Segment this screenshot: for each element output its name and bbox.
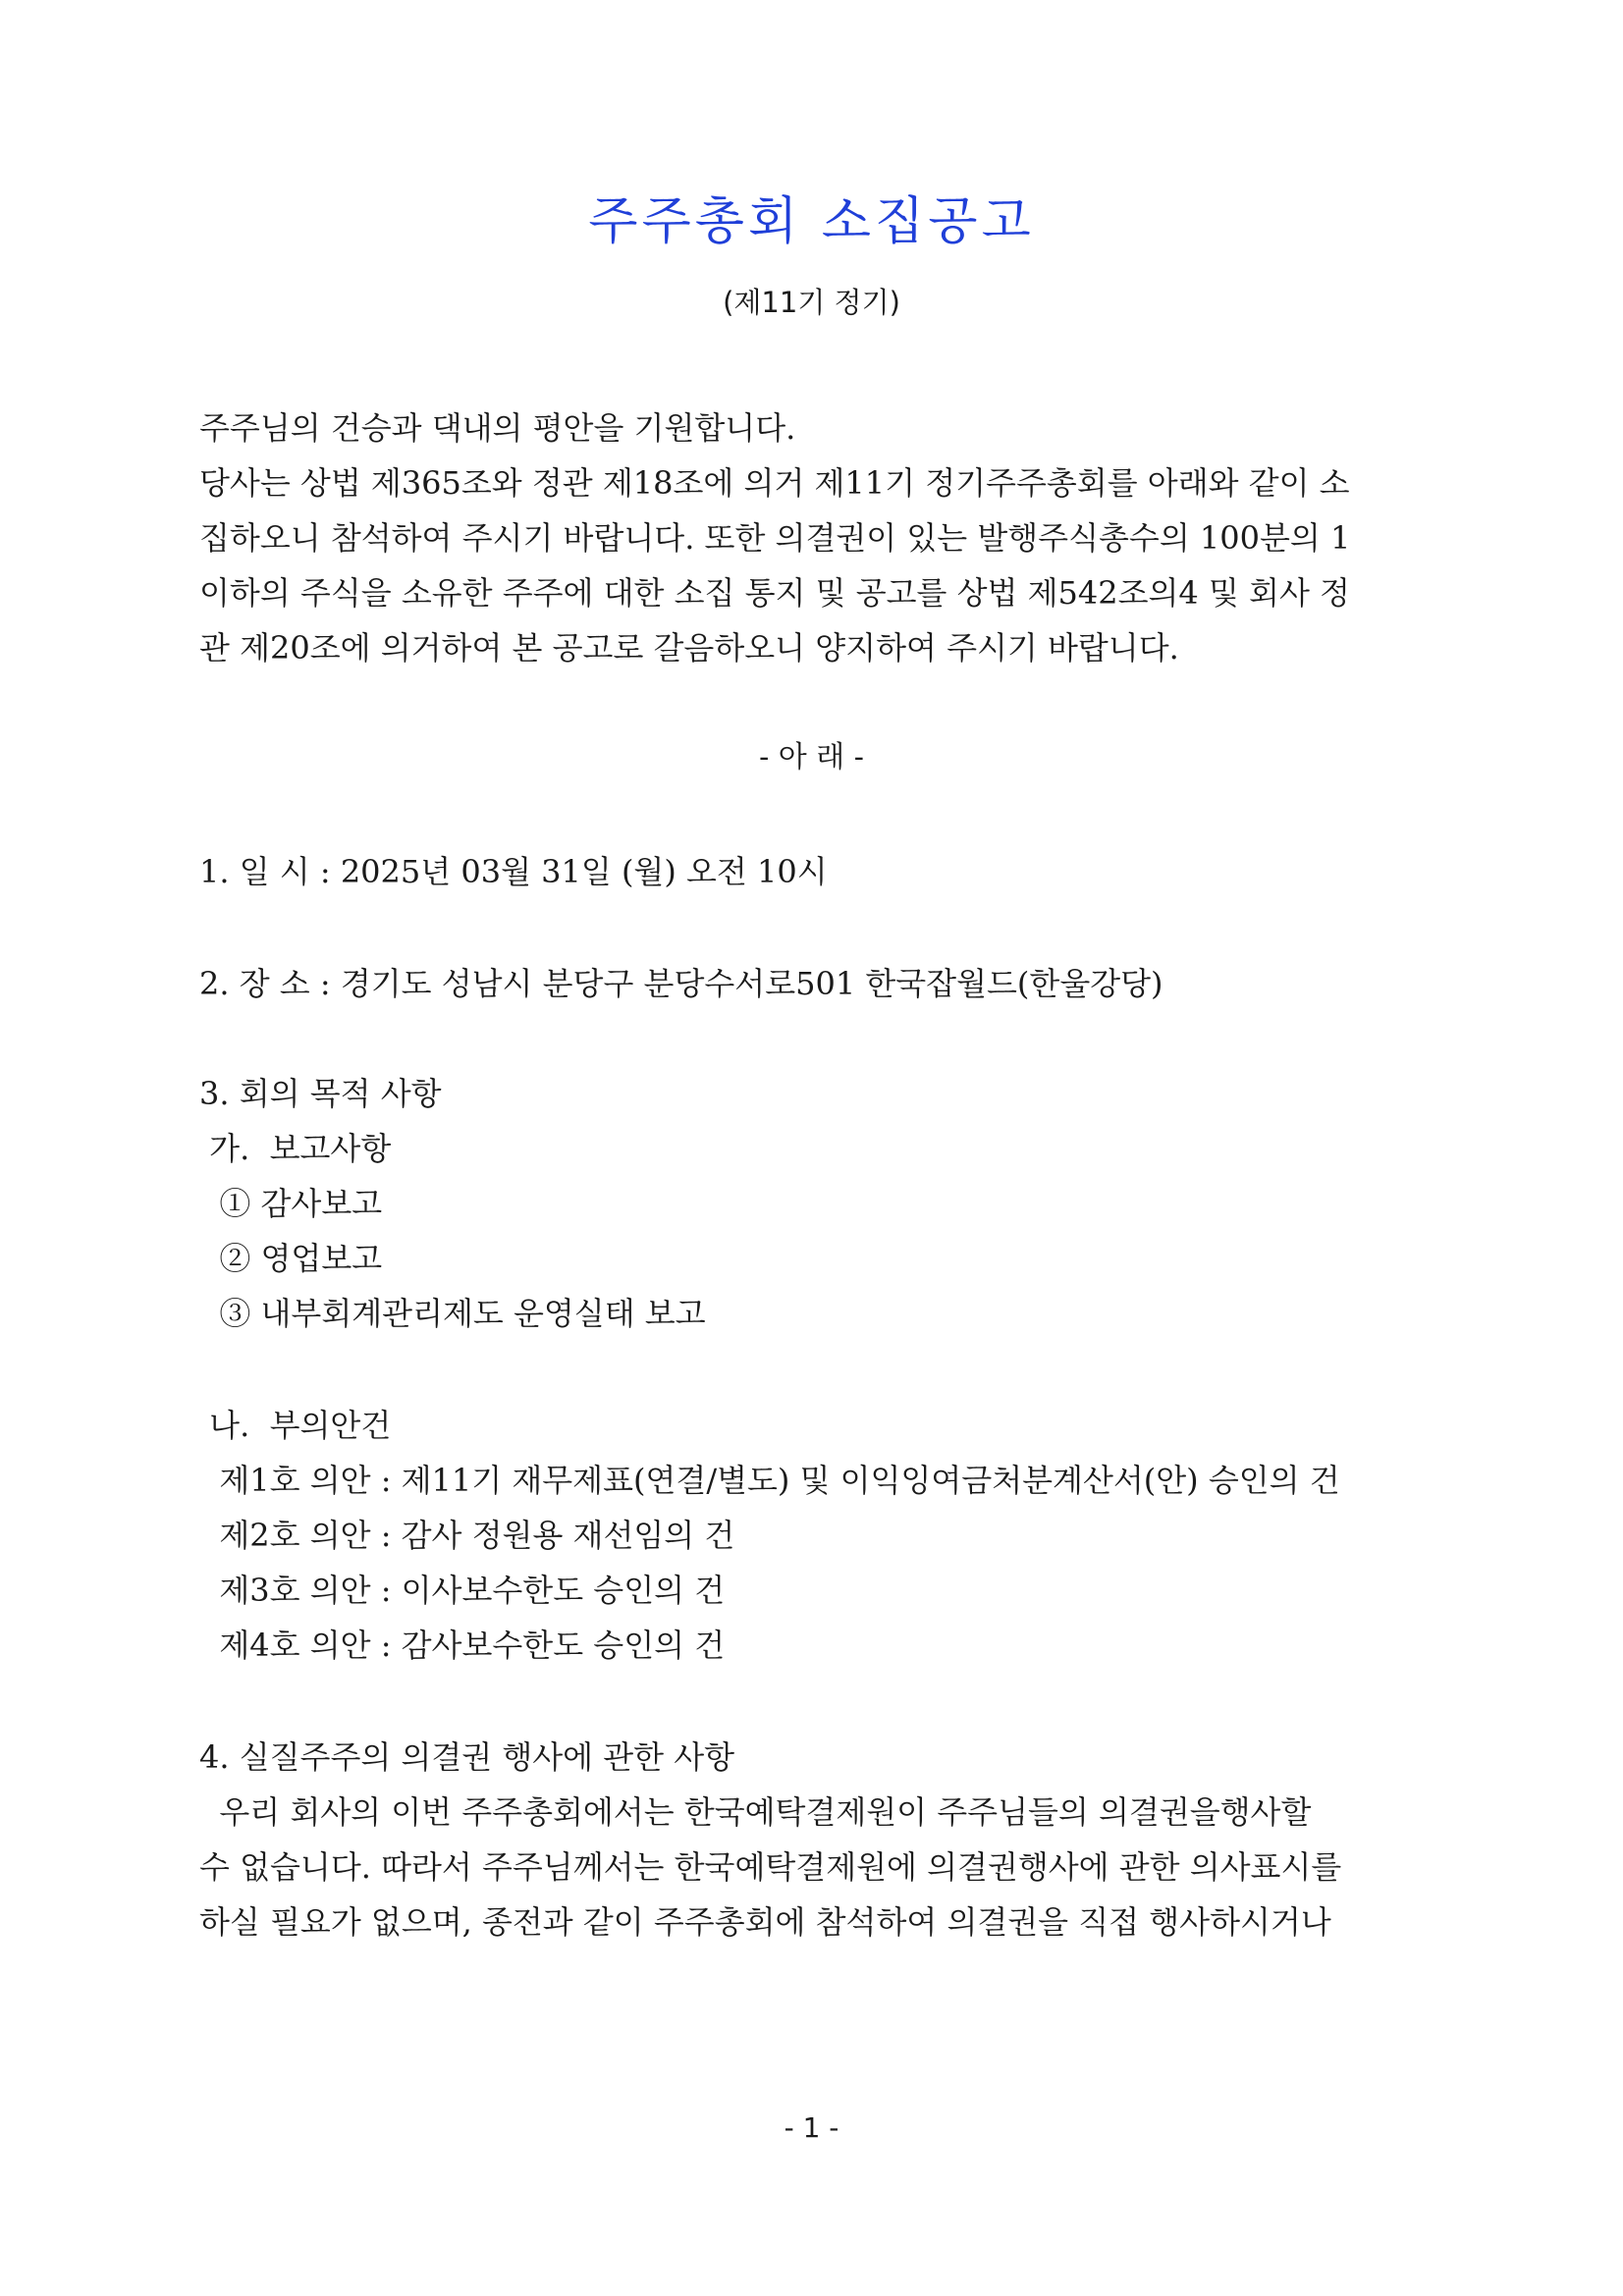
section-separator: - 아 래 -	[759, 740, 864, 774]
page-number: - 1 -	[784, 2111, 839, 2144]
section-4-paragraph	[199, 1785, 1387, 1949]
report-item: ① 감사보고	[199, 1185, 383, 1222]
document-title: 주주총회 소집공고	[588, 192, 1035, 251]
document-subtitle: (제11기 정기)	[723, 286, 900, 319]
intro-line: 이하의 주식을 소유한 주주에 대한 소집 통지 및 공고를 상법 제542조의4 및 회사 정	[199, 574, 1350, 612]
report-heading: 가. 보고사항	[199, 1130, 392, 1167]
agenda-heading: 나. 부의안건	[199, 1407, 392, 1444]
report-item: ③ 내부회계관리제도 운영실태 보고	[199, 1295, 706, 1332]
agenda-item: 제1호 의안 : 제11기 재무제표(연결/별도) 및 이익잉여금처분계산서(안) 승인의 건	[199, 1462, 1340, 1499]
section-4-line: 수 없습니다. 따라서 주주님께서는 한국예탁결제원에 의결권행사에 관한 의사표시를	[199, 1848, 1342, 1886]
section-2-location: 2. 장 소 : 경기도 성남시 분당구 분당수서로501 한국잡월드(한울강당)	[199, 965, 1163, 1002]
intro-line: 당사는 상법 제365조와 정관 제18조에 의거 제11기 정기주주총회를 아래와 같이 소	[199, 464, 1350, 502]
intro-line: 관 제20조에 의거하여 본 공고로 갈음하오니 양지하여 주시기 바랍니다.	[199, 629, 1179, 667]
section-3-heading: 3. 회의 목적 사항	[199, 1075, 442, 1112]
agenda-item: 제4호 의안 : 감사보수한도 승인의 건	[199, 1627, 726, 1664]
report-item: ② 영업보고	[199, 1240, 383, 1277]
agenda-item: 제3호 의안 : 이사보수한도 승인의 건	[199, 1572, 726, 1609]
agenda-item: 제2호 의안 : 감사 정원용 재선임의 건	[199, 1517, 735, 1554]
section-4-line: 우리 회사의 이번 주주총회에서는 한국예탁결제원이 주주님들의 의결권을행사할	[199, 1793, 1312, 1831]
intro-greeting: 주주님의 건승과 댁내의 평안을 기원합니다.	[199, 409, 796, 447]
section-4-heading: 4. 실질주주의 의결권 행사에 관한 사항	[199, 1738, 735, 1776]
section-1-datetime: 1. 일 시 : 2025년 03월 31일 (월) 오전 10시	[199, 853, 828, 890]
section-4-line: 하실 필요가 없으며, 종전과 같이 주주총회에 참석하여 의결권을 직접 행사하시거나	[199, 1903, 1331, 1941]
intro-paragraph	[199, 455, 1387, 675]
intro-line: 집하오니 참석하여 주시기 바랍니다. 또한 의결권이 있는 발행주식총수의 100분의 1	[199, 519, 1351, 557]
